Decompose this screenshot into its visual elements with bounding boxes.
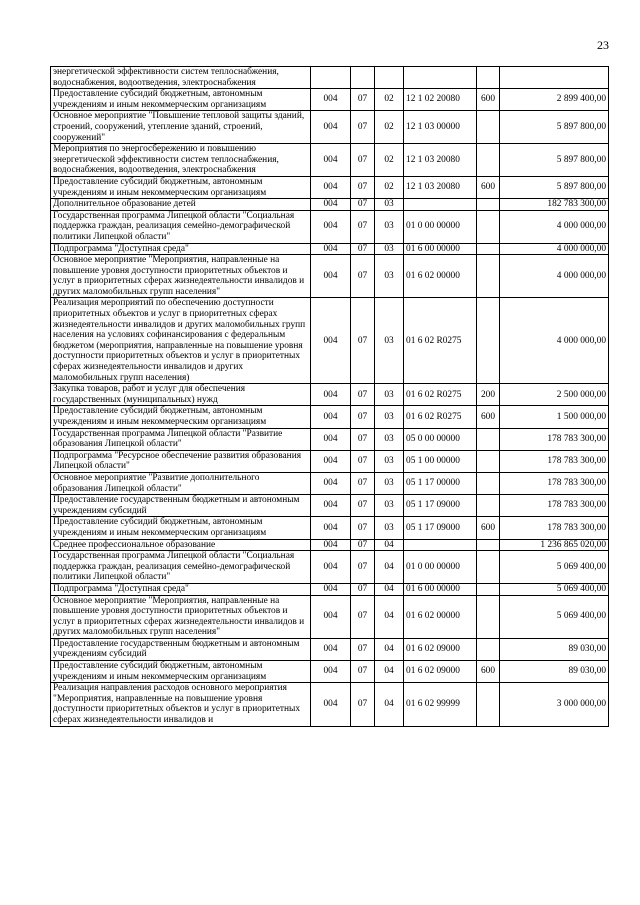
table-row [51, 199, 609, 211]
amount-cell: 89 030,00 [500, 638, 609, 660]
subsection-code-cell: 04 [375, 539, 404, 551]
expense-type-code-cell [477, 638, 500, 660]
section-code-cell: 07 [351, 243, 375, 255]
amount-cell: 178 783 300,00 [500, 450, 609, 472]
table-row [51, 595, 609, 638]
expense-name-cell: Подпрограмма "Ресурсное обеспечение развития образования Липецкой области" [51, 450, 311, 472]
expense-type-code-cell [477, 67, 500, 89]
amount-cell: 1 236 865 020,00 [500, 539, 609, 551]
section-code-cell: 07 [351, 595, 375, 638]
table-row [51, 428, 609, 450]
subsection-code-cell: 03 [375, 199, 404, 211]
table-row [51, 661, 609, 683]
table-row [51, 144, 609, 177]
department-code-cell: 004 [311, 176, 351, 198]
budget-table [50, 66, 609, 727]
subsection-code-cell: 02 [375, 144, 404, 177]
expense-name-cell: Основное мероприятие "Развитие дополнительного образования Липецкой области" [51, 472, 311, 494]
expense-name-cell: Основное мероприятие "Мероприятия, направленные на повышение уровня доступности приоритетных объектов и услуг в приоритетных сферах жизнедеятельности инвалидов и других маломобильных групп населения" [51, 255, 311, 298]
table-row [51, 683, 609, 726]
target-article-code-cell: 01 6 02 09000 [404, 638, 477, 660]
department-code-cell: 004 [311, 517, 351, 539]
section-code-cell: 07 [351, 472, 375, 494]
table-row [51, 298, 609, 384]
table-row [51, 472, 609, 494]
expense-name-cell: Предоставление субсидий бюджетным, автономным учреждениям и иным некоммерческим организациям [51, 406, 311, 428]
expense-name-cell: Предоставление субсидий бюджетным, автономным учреждениям и иным некоммерческим организациям [51, 661, 311, 683]
subsection-code-cell: 04 [375, 638, 404, 660]
department-code-cell: 004 [311, 384, 351, 406]
subsection-code-cell: 02 [375, 176, 404, 198]
table-row [51, 638, 609, 660]
expense-name-cell: Государственная программа Липецкой области "Социальная поддержка граждан, реализация семейно-демографической политики Липецкой области" [51, 551, 311, 584]
expense-name-cell: Подпрограмма "Доступная среда" [51, 243, 311, 255]
target-article-code-cell: 01 6 00 00000 [404, 583, 477, 595]
amount-cell: 5 897 800,00 [500, 144, 609, 177]
section-code-cell: 07 [351, 551, 375, 584]
department-code-cell: 004 [311, 210, 351, 243]
section-code-cell: 07 [351, 298, 375, 384]
table-row [51, 111, 609, 144]
target-article-code-cell: 12 1 03 20080 [404, 144, 477, 177]
expense-type-code-cell: 600 [477, 517, 500, 539]
amount-cell: 178 783 300,00 [500, 428, 609, 450]
target-article-code-cell: 01 6 02 00000 [404, 595, 477, 638]
expense-name-cell: Предоставление государственным бюджетным и автономным учреждениям субсидий [51, 638, 311, 660]
expense-type-code-cell [477, 428, 500, 450]
section-code-cell: 07 [351, 406, 375, 428]
department-code-cell: 004 [311, 298, 351, 384]
section-code-cell: 07 [351, 176, 375, 198]
section-code-cell: 07 [351, 384, 375, 406]
subsection-code-cell: 03 [375, 472, 404, 494]
target-article-code-cell: 01 0 00 00000 [404, 210, 477, 243]
amount-cell: 178 783 300,00 [500, 495, 609, 517]
amount-cell: 178 783 300,00 [500, 472, 609, 494]
amount-cell: 4 000 000,00 [500, 210, 609, 243]
department-code-cell: 004 [311, 683, 351, 726]
expense-name-cell: Предоставление субсидий бюджетным, автономным учреждениям и иным некоммерческим организациям [51, 89, 311, 111]
department-code-cell [311, 67, 351, 89]
subsection-code-cell: 02 [375, 111, 404, 144]
expense-type-code-cell [477, 243, 500, 255]
expense-type-code-cell [477, 255, 500, 298]
department-code-cell: 004 [311, 638, 351, 660]
target-article-code-cell: 12 1 03 20080 [404, 176, 477, 198]
subsection-code-cell: 03 [375, 210, 404, 243]
amount-cell: 5 897 800,00 [500, 176, 609, 198]
section-code-cell: 07 [351, 89, 375, 111]
expense-name-cell: Среднее профессиональное образование [51, 539, 311, 551]
table-row [51, 495, 609, 517]
target-article-code-cell: 01 6 00 00000 [404, 243, 477, 255]
expense-name-cell: Предоставление субсидий бюджетным, автономным учреждениям и иным некоммерческим организациям [51, 176, 311, 198]
target-article-code-cell: 01 6 02 09000 [404, 661, 477, 683]
table-row [51, 539, 609, 551]
section-code-cell: 07 [351, 539, 375, 551]
expense-type-code-cell: 600 [477, 661, 500, 683]
department-code-cell: 004 [311, 539, 351, 551]
section-code-cell: 07 [351, 428, 375, 450]
amount-cell: 4 000 000,00 [500, 298, 609, 384]
subsection-code-cell: 03 [375, 428, 404, 450]
table-row [51, 89, 609, 111]
target-article-code-cell: 05 1 00 00000 [404, 450, 477, 472]
amount-cell: 3 000 000,00 [500, 683, 609, 726]
subsection-code-cell: 04 [375, 551, 404, 584]
target-article-code-cell: 01 0 00 00000 [404, 551, 477, 584]
target-article-code-cell: 01 6 02 00000 [404, 255, 477, 298]
expense-type-code-cell [477, 298, 500, 384]
expense-name-cell: Предоставление государственным бюджетным и автономным учреждениям субсидий [51, 495, 311, 517]
subsection-code-cell: 03 [375, 243, 404, 255]
subsection-code-cell: 04 [375, 595, 404, 638]
expense-type-code-cell [477, 144, 500, 177]
table-row [51, 517, 609, 539]
department-code-cell: 004 [311, 89, 351, 111]
section-code-cell: 07 [351, 583, 375, 595]
subsection-code-cell: 03 [375, 450, 404, 472]
amount-cell: 5 069 400,00 [500, 583, 609, 595]
budget-table-body [51, 67, 609, 727]
department-code-cell: 004 [311, 595, 351, 638]
amount-cell: 2 500 000,00 [500, 384, 609, 406]
amount-cell: 1 500 000,00 [500, 406, 609, 428]
target-article-code-cell: 01 6 02 R0275 [404, 298, 477, 384]
section-code-cell: 07 [351, 255, 375, 298]
department-code-cell: 004 [311, 472, 351, 494]
section-code-cell: 07 [351, 144, 375, 177]
section-code-cell: 07 [351, 199, 375, 211]
amount-cell: 182 783 300,00 [500, 199, 609, 211]
department-code-cell: 004 [311, 551, 351, 584]
expense-name-cell: Основное мероприятие "Повышение тепловой защиты зданий, строений, сооружений, утепление зданий, строений, сооружений" [51, 111, 311, 144]
target-article-code-cell: 05 1 17 00000 [404, 472, 477, 494]
subsection-code-cell: 03 [375, 406, 404, 428]
target-article-code-cell: 05 0 00 00000 [404, 428, 477, 450]
department-code-cell: 004 [311, 428, 351, 450]
amount-cell: 5 897 800,00 [500, 111, 609, 144]
target-article-code-cell: 05 1 17 09000 [404, 495, 477, 517]
amount-cell: 4 000 000,00 [500, 255, 609, 298]
amount-cell: 5 069 400,00 [500, 595, 609, 638]
section-code-cell: 07 [351, 495, 375, 517]
expense-name-cell: энергетической эффективности систем теплоснабжения, водоснабжения, водоотведения, электроснабжения [51, 67, 311, 89]
expense-name-cell: Подпрограмма "Доступная среда" [51, 583, 311, 595]
amount-cell [500, 67, 609, 89]
department-code-cell: 004 [311, 243, 351, 255]
table-row [51, 210, 609, 243]
subsection-code-cell: 04 [375, 583, 404, 595]
target-article-code-cell: 05 1 17 09000 [404, 517, 477, 539]
table-row [51, 583, 609, 595]
subsection-code-cell: 03 [375, 298, 404, 384]
table-row [51, 67, 609, 89]
subsection-code-cell: 03 [375, 384, 404, 406]
department-code-cell: 004 [311, 583, 351, 595]
department-code-cell: 004 [311, 661, 351, 683]
expense-name-cell: Предоставление субсидий бюджетным, автономным учреждениям и иным некоммерческим организациям [51, 517, 311, 539]
expense-name-cell: Государственная программа Липецкой области "Развитие образования Липецкой области" [51, 428, 311, 450]
department-code-cell: 004 [311, 144, 351, 177]
section-code-cell: 07 [351, 638, 375, 660]
subsection-code-cell: 04 [375, 683, 404, 726]
section-code-cell: 07 [351, 111, 375, 144]
expense-type-code-cell [477, 210, 500, 243]
expense-type-code-cell [477, 111, 500, 144]
table-row [51, 255, 609, 298]
subsection-code-cell: 03 [375, 517, 404, 539]
department-code-cell: 004 [311, 111, 351, 144]
amount-cell: 178 783 300,00 [500, 517, 609, 539]
expense-name-cell: Государственная программа Липецкой области "Социальная поддержка граждан, реализация семейно-демографической политики Липецкой области" [51, 210, 311, 243]
expense-type-code-cell [477, 472, 500, 494]
department-code-cell: 004 [311, 199, 351, 211]
target-article-code-cell [404, 539, 477, 551]
table-row [51, 551, 609, 584]
expense-type-code-cell: 600 [477, 89, 500, 111]
target-article-code-cell: 12 1 03 00000 [404, 111, 477, 144]
subsection-code-cell: 03 [375, 255, 404, 298]
expense-name-cell: Основное мероприятие "Мероприятия, направленные на повышение уровня доступности приоритетных объектов и услуг в приоритетных сферах жизнедеятельности инвалидов и других маломобильных групп населения" [51, 595, 311, 638]
target-article-code-cell: 12 1 02 20080 [404, 89, 477, 111]
target-article-code-cell: 01 6 02 99999 [404, 683, 477, 726]
target-article-code-cell: 01 6 02 R0275 [404, 384, 477, 406]
expense-name-cell: Дополнительное образование детей [51, 199, 311, 211]
department-code-cell: 004 [311, 450, 351, 472]
section-code-cell [351, 67, 375, 89]
target-article-code-cell [404, 199, 477, 211]
expense-type-code-cell: 600 [477, 406, 500, 428]
table-row [51, 384, 609, 406]
expense-type-code-cell [477, 199, 500, 211]
expense-type-code-cell: 200 [477, 384, 500, 406]
table-row [51, 450, 609, 472]
department-code-cell: 004 [311, 406, 351, 428]
expense-type-code-cell [477, 450, 500, 472]
page-number: 23 [597, 38, 609, 52]
expense-type-code-cell: 600 [477, 176, 500, 198]
expense-type-code-cell [477, 683, 500, 726]
subsection-code-cell: 04 [375, 661, 404, 683]
expense-type-code-cell [477, 583, 500, 595]
amount-cell: 89 030,00 [500, 661, 609, 683]
expense-name-cell: Закупка товаров, работ и услуг для обеспечения государственных (муниципальных) нужд [51, 384, 311, 406]
section-code-cell: 07 [351, 450, 375, 472]
expense-type-code-cell [477, 495, 500, 517]
amount-cell: 4 000 000,00 [500, 243, 609, 255]
section-code-cell: 07 [351, 210, 375, 243]
expense-type-code-cell [477, 539, 500, 551]
table-row [51, 406, 609, 428]
table-row [51, 243, 609, 255]
expense-type-code-cell [477, 595, 500, 638]
amount-cell: 5 069 400,00 [500, 551, 609, 584]
section-code-cell: 07 [351, 661, 375, 683]
department-code-cell: 004 [311, 255, 351, 298]
target-article-code-cell [404, 67, 477, 89]
subsection-code-cell: 03 [375, 495, 404, 517]
expense-type-code-cell [477, 551, 500, 584]
section-code-cell: 07 [351, 517, 375, 539]
table-row [51, 176, 609, 198]
department-code-cell: 004 [311, 495, 351, 517]
expense-name-cell: Реализация направления расходов основного мероприятия "Мероприятия, направленные на повышение уровня доступности приоритетных объектов и услуг в приоритетных сферах жизнедеятельности инвалидов и [51, 683, 311, 726]
amount-cell: 2 899 400,00 [500, 89, 609, 111]
expense-name-cell: Реализация мероприятий по обеспечению доступности приоритетных объектов и услуг в приоритетных сферах жизнедеятельности инвалидов и других маломобильных групп населения на условиях софинансирования с федеральным бюджетом (мероприятия, направленные на повышение уровня доступности приоритетных объектов и услуг в приоритетных сферах жизнедеятельности инвалидов и других маломобильных групп населения) [51, 298, 311, 384]
subsection-code-cell: 02 [375, 89, 404, 111]
expense-name-cell: Мероприятия по энергосбережению и повышению энергетической эффективности систем теплоснабжения, водоснабжения, водоотведения, электроснабжения [51, 144, 311, 177]
target-article-code-cell: 01 6 02 R0275 [404, 406, 477, 428]
section-code-cell: 07 [351, 683, 375, 726]
subsection-code-cell [375, 67, 404, 89]
